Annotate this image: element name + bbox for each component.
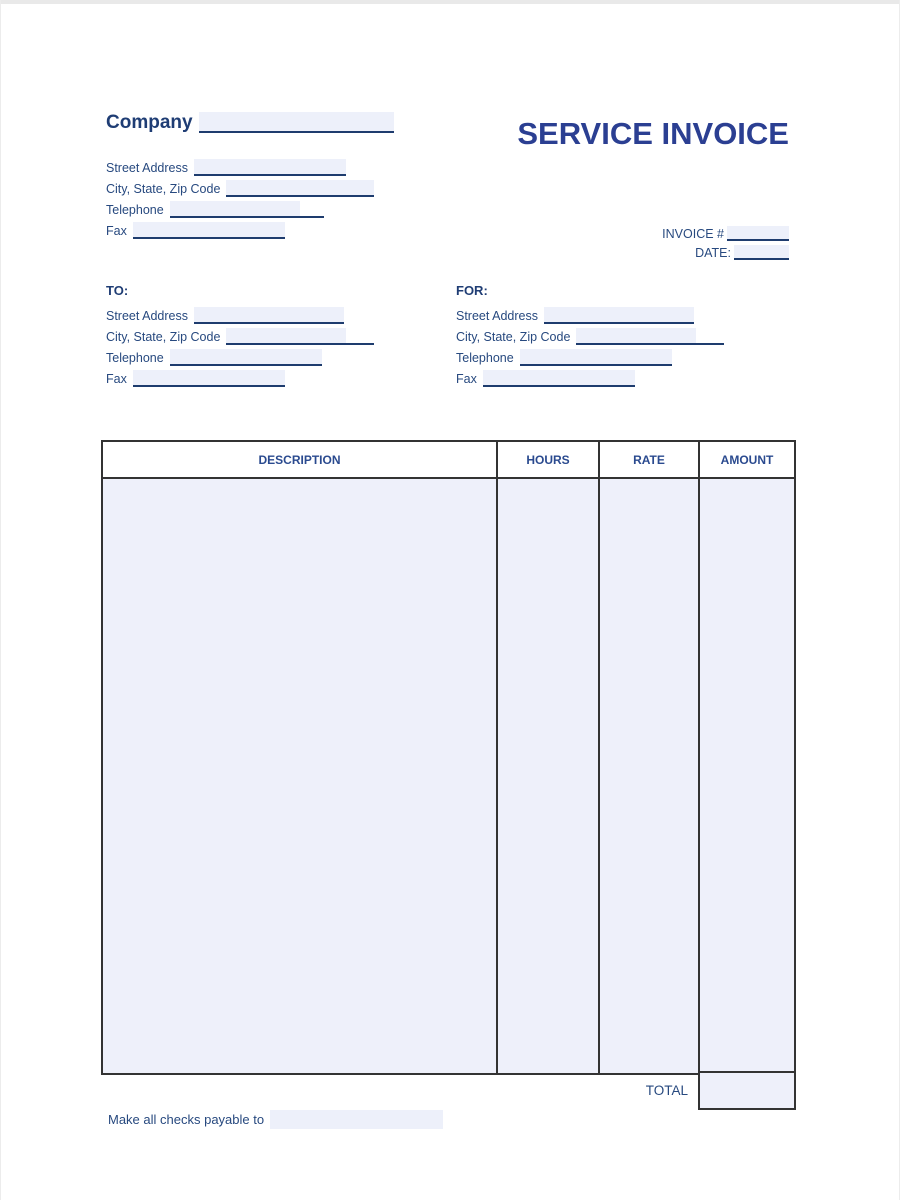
company-section — [106, 112, 394, 243]
description-entry-cell[interactable] — [103, 479, 498, 1073]
to-city-state-zip-field-extension — [346, 328, 374, 345]
hours-entry-cell[interactable] — [498, 479, 600, 1073]
company-label: Company — [106, 112, 193, 133]
to-street-address-row — [106, 307, 456, 328]
city-state-zip-label: City, State, Zip Code — [106, 330, 221, 344]
invoice-number-field[interactable] — [727, 226, 789, 241]
company-line — [106, 112, 394, 142]
bill-to-section — [106, 283, 456, 391]
items-table — [101, 440, 796, 1075]
total-label: TOTAL — [645, 1083, 688, 1098]
fax-label: Fax — [106, 372, 127, 386]
total-amount-field[interactable] — [698, 1071, 796, 1110]
company-street-address-row — [106, 159, 394, 180]
for-street-address-field[interactable] — [544, 307, 694, 324]
company-street-address-field[interactable] — [194, 159, 346, 176]
to-city-state-zip-field[interactable] — [226, 328, 346, 345]
street-address-label: Street Address — [456, 309, 538, 323]
for-fax-row — [456, 370, 806, 391]
telephone-label: Telephone — [106, 351, 164, 365]
company-city-state-zip-field[interactable] — [226, 180, 374, 197]
company-city-state-zip-row — [106, 180, 394, 201]
street-address-label: Street Address — [106, 309, 188, 323]
rate-entry-cell[interactable] — [600, 479, 700, 1073]
page-top-edge — [1, 0, 899, 4]
for-fax-field[interactable] — [483, 370, 635, 387]
company-telephone-field-extension — [300, 201, 324, 218]
column-header-amount: AMOUNT — [720, 452, 774, 467]
total-row — [101, 1071, 796, 1110]
telephone-label: Telephone — [456, 351, 514, 365]
page-title: SERVICE INVOICE — [517, 116, 789, 151]
checks-payable-field[interactable] — [270, 1110, 443, 1129]
to-city-state-zip-row — [106, 328, 456, 349]
for-telephone-row — [456, 349, 806, 370]
for-telephone-field[interactable] — [520, 349, 672, 366]
for-city-state-zip-row — [456, 328, 806, 349]
company-telephone-field[interactable] — [170, 201, 300, 218]
date-label: DATE: — [695, 246, 731, 260]
for-city-state-zip-field-extension — [696, 328, 724, 345]
column-header-description: DESCRIPTION — [103, 442, 498, 477]
street-address-label: Street Address — [106, 161, 188, 175]
fax-label: Fax — [106, 224, 127, 238]
company-fax-row — [106, 222, 394, 243]
for-street-address-row — [456, 307, 806, 328]
to-telephone-field[interactable] — [170, 349, 322, 366]
to-street-address-field[interactable] — [194, 307, 344, 324]
amount-entry-cell[interactable] — [700, 479, 794, 1073]
company-name-field[interactable] — [199, 112, 394, 133]
invoice-number-label: INVOICE # — [662, 227, 724, 241]
items-table-header — [103, 442, 794, 479]
city-state-zip-label: City, State, Zip Code — [456, 330, 571, 344]
checks-payable-label: Make all checks payable to — [108, 1112, 265, 1127]
company-telephone-row — [106, 201, 394, 222]
date-field[interactable] — [734, 245, 789, 260]
service-for-section — [456, 283, 806, 391]
company-address-rows — [106, 159, 394, 243]
date-line — [662, 245, 789, 264]
checks-payable-note — [108, 1110, 443, 1129]
city-state-zip-label: City, State, Zip Code — [106, 182, 221, 196]
to-fax-row — [106, 370, 456, 391]
company-fax-field[interactable] — [133, 222, 285, 239]
items-table-body — [103, 479, 794, 1073]
fax-label: Fax — [456, 372, 477, 386]
to-label: TO: — [106, 283, 129, 298]
telephone-label: Telephone — [106, 203, 164, 217]
to-telephone-row — [106, 349, 456, 370]
to-fax-field[interactable] — [133, 370, 285, 387]
for-city-state-zip-field[interactable] — [576, 328, 696, 345]
column-header-hours: HOURS — [498, 442, 600, 477]
column-header-rate: RATE — [600, 442, 700, 477]
for-label: FOR: — [456, 283, 488, 298]
invoice-number-line — [662, 226, 789, 245]
invoice-meta — [662, 226, 789, 264]
